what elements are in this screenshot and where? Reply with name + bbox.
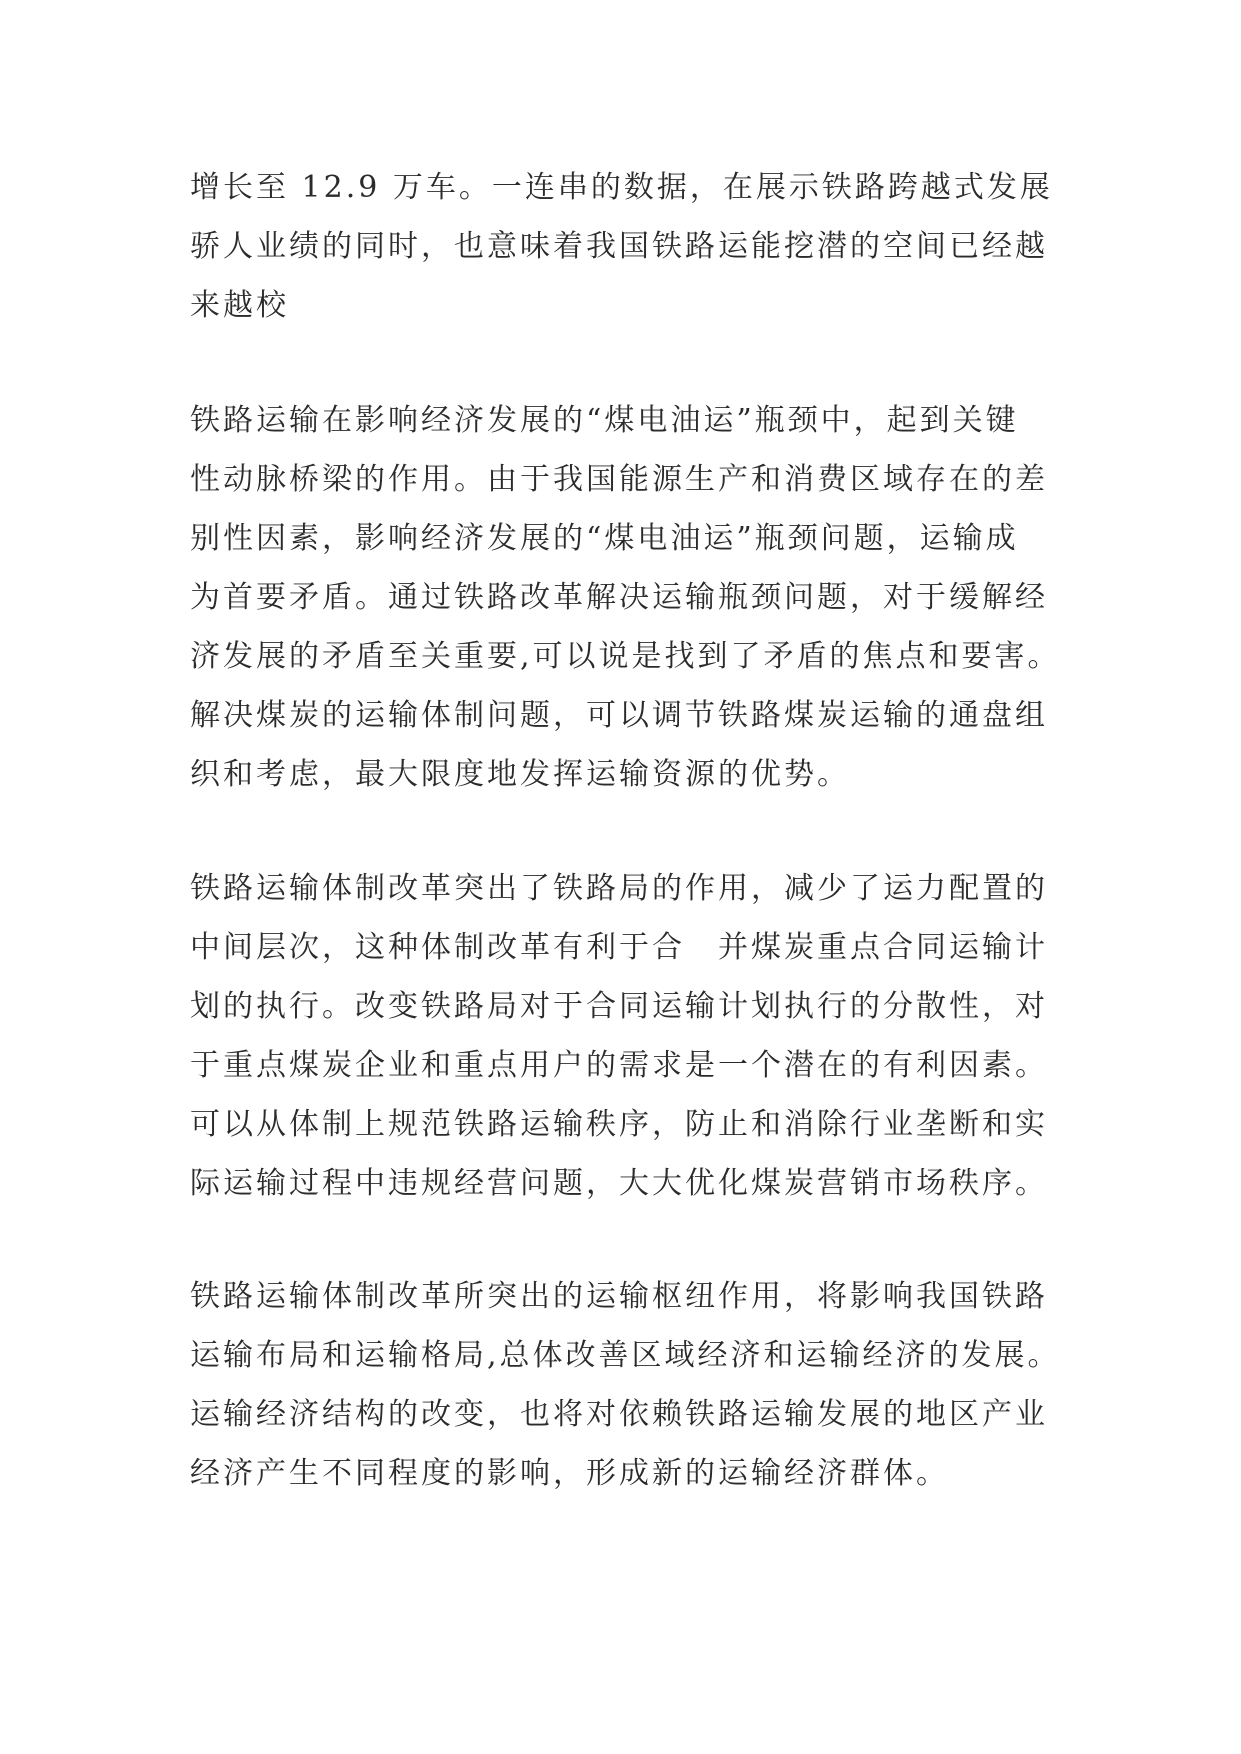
paragraph-2 bbox=[190, 391, 1070, 804]
text-line: 铁路运输体制改革所突出的运输枢纽作用，将影响我国铁路 bbox=[190, 1279, 1048, 1314]
paragraph-3 bbox=[190, 859, 1070, 1213]
paragraph-1 bbox=[190, 158, 1070, 335]
text-line: 铁路运输体制改革突出了铁路局的作用，减少了运力配置的 bbox=[190, 871, 1048, 906]
text-line: 为首要矛盾。通过铁路改革解决运输瓶颈问题，对于缓解经 bbox=[190, 580, 1048, 615]
text-line: 别性因素，影响经济发展的“煤电油运”瓶颈问题，运输成 bbox=[190, 521, 1019, 556]
text-line: 际运输过程中违规经营问题，大大优化煤炭营销市场秩序。 bbox=[190, 1166, 1048, 1201]
text-line: 铁路运输在影响经济发展的“煤电油运”瓶颈中，起到关键 bbox=[190, 403, 1019, 438]
text-line: 于重点煤炭企业和重点用户的需求是一个潜在的有利因素。 bbox=[190, 1048, 1048, 1083]
text-line: 解决煤炭的运输体制问题，可以调节铁路煤炭运输的通盘组 bbox=[190, 698, 1048, 733]
text-line: 运输经济结构的改变，也将对依赖铁路运输发展的地区产业 bbox=[190, 1397, 1048, 1432]
text-line: 经济产生不同程度的影响，形成新的运输经济群体。 bbox=[190, 1456, 949, 1491]
paragraph-4 bbox=[190, 1267, 1070, 1503]
text-line: 中间层次，这种体制改革有利于合 并煤炭重点合同运输计 bbox=[190, 930, 1048, 965]
text-line: 增长至 12.9 万车。一连串的数据，在展示铁路跨越式发展 bbox=[190, 170, 1053, 205]
text-line: 济发展的矛盾至关重要,可以说是找到了矛盾的焦点和要害。 bbox=[190, 639, 1061, 674]
text-line: 织和考虑，最大限度地发挥运输资源的优势。 bbox=[190, 757, 850, 792]
text-line: 性动脉桥梁的作用。由于我国能源生产和消费区域存在的差 bbox=[190, 462, 1048, 497]
text-line: 划的执行。改变铁路局对于合同运输计划执行的分散性，对 bbox=[190, 989, 1048, 1024]
text-line: 骄人业绩的同时，也意味着我国铁路运能挖潜的空间已经越 bbox=[190, 229, 1048, 264]
text-line: 运输布局和运输格局,总体改善区域经济和运输经济的发展。 bbox=[190, 1338, 1061, 1373]
text-line: 可以从体制上规范铁路运输秩序，防止和消除行业垄断和实 bbox=[190, 1107, 1048, 1142]
text-line: 来越校 bbox=[190, 288, 289, 323]
